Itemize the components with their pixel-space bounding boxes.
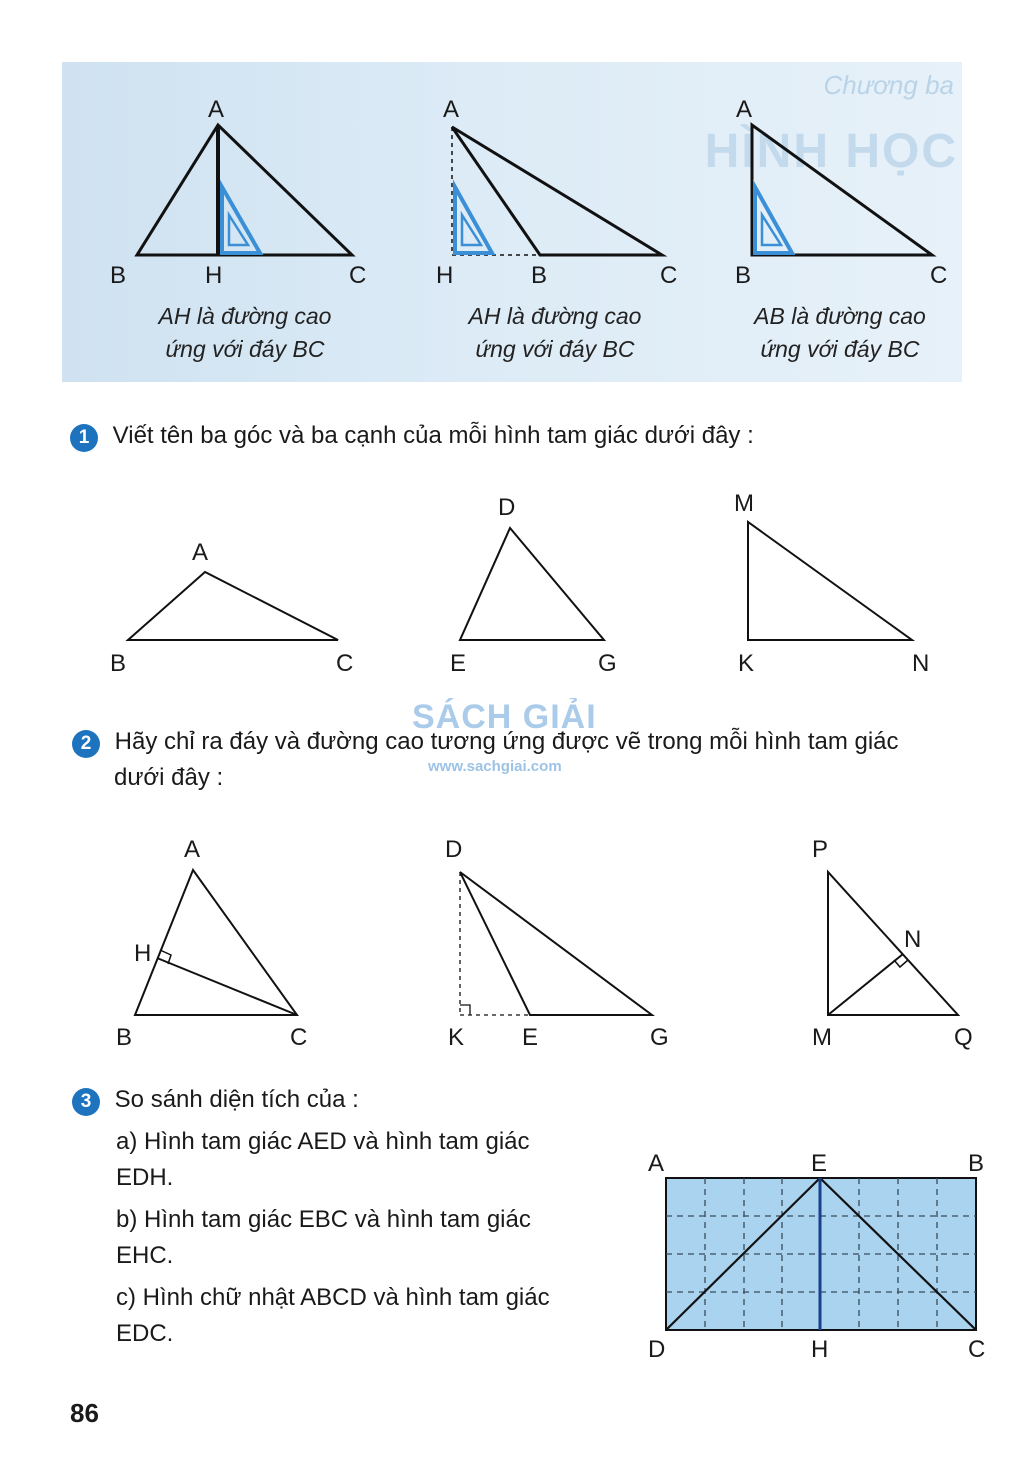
caption-line: AH là đường cao (158, 303, 332, 329)
set-square-icon (222, 187, 260, 253)
chapter-title: HÌNH HỌC (704, 125, 958, 178)
caption-line: ứng với đáy BC (475, 336, 635, 362)
vertex-label: D (445, 836, 463, 863)
vertex-label: N (904, 926, 922, 953)
item-b (116, 1202, 531, 1274)
vertex-label: K (448, 1024, 465, 1051)
vertex-label: M (812, 1024, 832, 1051)
banner-triangle-1 (137, 125, 352, 255)
chapter-label: Chương ba (823, 70, 954, 100)
vertex-label: B (968, 1150, 985, 1177)
rectangle-abcd (666, 1178, 976, 1330)
vertex-label: A (208, 96, 225, 123)
vertex-label: H (811, 1336, 829, 1363)
caption-line: ứng với đáy BC (165, 336, 325, 362)
vertex-label: B (116, 1024, 133, 1051)
vertex-label: E (450, 650, 467, 677)
item-line: EHC. (116, 1242, 174, 1269)
item-a (116, 1124, 530, 1196)
page-number: 86 (70, 1398, 99, 1428)
vertex-label: A (184, 836, 201, 863)
vertex-label: C (336, 650, 354, 677)
vertex-label: M (734, 490, 754, 517)
vertex-label: C (660, 262, 678, 289)
vertex-label: Q (954, 1024, 973, 1051)
item-line: EDC. (116, 1320, 174, 1347)
vertex-label: H (134, 940, 152, 967)
question-text-line1: Hãy chỉ ra đáy và đường cao tương ứng được vẽ trong mỗi hình tam giác (114, 728, 899, 755)
question-number-badge: 2 (72, 730, 100, 758)
question-number-badge: 1 (70, 424, 98, 452)
vertex-label: A (443, 96, 460, 123)
figure-caption (715, 300, 965, 366)
vertex-label: G (598, 650, 617, 677)
vertex-label: C (930, 262, 948, 289)
vertex-label: B (110, 262, 127, 289)
vertex-label: C (968, 1336, 986, 1363)
vertex-label: D (498, 494, 516, 521)
item-c (116, 1280, 550, 1352)
vertex-label: A (736, 96, 753, 123)
vertex-label: B (735, 262, 752, 289)
question-text: So sánh diện tích của : (114, 1086, 359, 1113)
figure-caption (120, 300, 370, 366)
question-3 (72, 1082, 359, 1118)
grid-lines (666, 1178, 976, 1330)
item-line: EDH. (116, 1164, 174, 1191)
set-square-icon (455, 187, 492, 253)
caption-line: AB là đường cao (754, 303, 926, 329)
vertex-label: C (349, 262, 367, 289)
watermark-logo: SÁCH GIẢI (412, 698, 597, 736)
set-square-icon (755, 187, 792, 253)
vertex-label: H (436, 262, 454, 289)
item-line: c) Hình chữ nhật ABCD và hình tam giác (116, 1284, 550, 1311)
triangle-deg (460, 872, 652, 1015)
vertex-label: E (811, 1150, 828, 1177)
vertex-label: G (650, 1024, 669, 1051)
vertex-label: B (531, 262, 548, 289)
vertex-label: E (522, 1024, 539, 1051)
banner-triangle-3 (752, 125, 932, 255)
vertex-label: A (648, 1150, 665, 1177)
vertex-label: H (205, 262, 223, 289)
vertex-label: K (738, 650, 755, 677)
triangle-abc (135, 870, 297, 1015)
vertex-label: D (648, 1336, 666, 1363)
item-line: b) Hình tam giác EBC và hình tam giác (116, 1206, 531, 1233)
watermark-url: www.sachgiai.com (428, 758, 562, 775)
triangle-deg (460, 528, 604, 640)
question-number-badge: 3 (72, 1088, 100, 1116)
figure-caption (430, 300, 680, 366)
vertex-label: C (290, 1024, 308, 1051)
caption-line: AH là đường cao (468, 303, 642, 329)
item-line: a) Hình tam giác AED và hình tam giác (116, 1128, 530, 1155)
vertex-label: P (812, 836, 829, 863)
question-1 (70, 418, 754, 454)
vertex-label: B (110, 650, 127, 677)
triangle-mkn (748, 522, 912, 640)
triangle-abc (128, 572, 338, 640)
question-text: Viết tên ba góc và ba cạnh của mỗi hình tam giác dưới đây : (112, 422, 754, 449)
vertex-label: N (912, 650, 930, 677)
question-2 (72, 724, 984, 760)
triangle-pmq (828, 872, 958, 1015)
question-text-line2: dưới đây : (114, 764, 224, 791)
caption-line: ứng với đáy BC (760, 336, 920, 362)
vertex-label: A (192, 539, 209, 566)
